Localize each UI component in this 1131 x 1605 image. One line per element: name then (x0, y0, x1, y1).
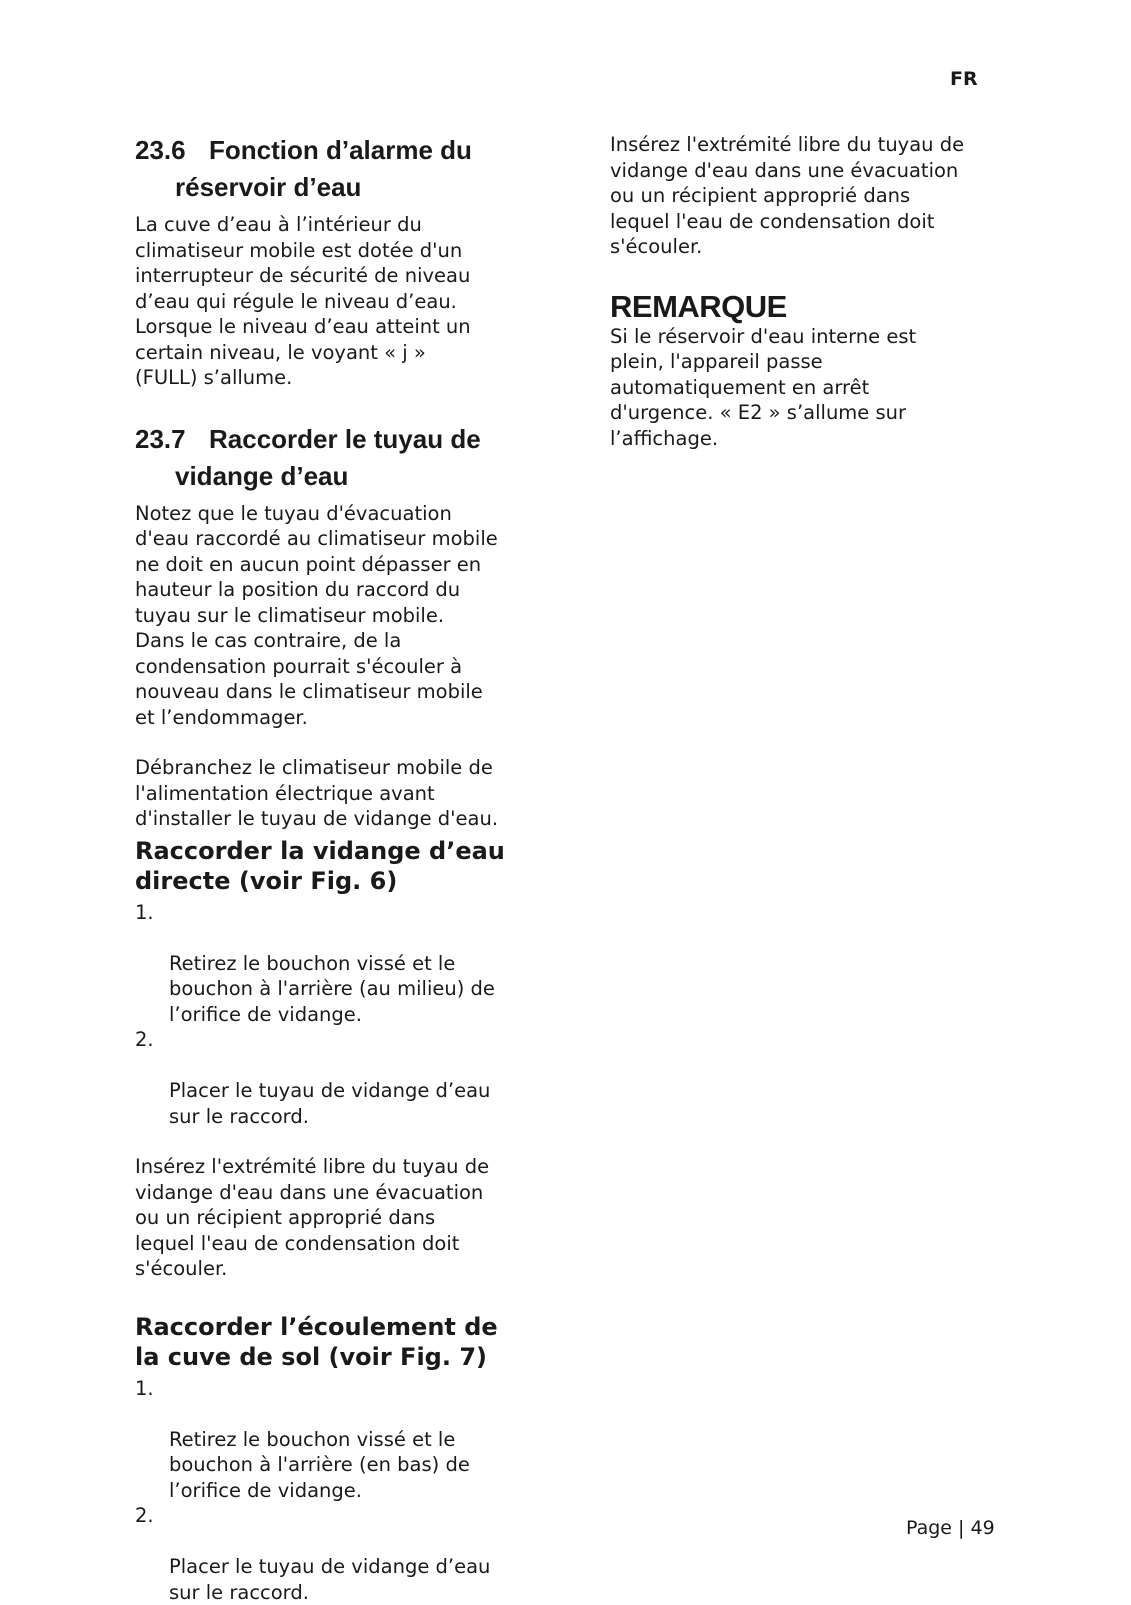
note-heading: REMARQUE (610, 290, 1010, 324)
section-23-6-body: La cuve d’eau à l’intérieur du climatiseur mobile est dotée d'un interrupteur de sécurité de niveau d’eau qui régule le niveau d’eau. Lorsque le niveau d’eau atteint un certain niveau, le voyant « j » (FULL) s’allume. (135, 212, 535, 391)
floor-drain-heading: Raccorder l’écoulement de la cuve de sol (voir Fig. 7) (135, 1312, 535, 1372)
section-number: 23.7 (135, 421, 209, 458)
section-heading-23-7 (135, 421, 535, 495)
section-23-7-body-1: Notez que le tuyau d'évacuation d'eau raccordé au climatiseur mobile ne doit en aucun point dépasser en hauteur la position du raccord du tuyau sur le climatiseur mobile. Dans le cas contraire, de la condensation pourrait s'écouler à nouveau dans le climatiseur mobile et l’endommager. (135, 501, 535, 731)
insert-hose-text: Insérez l'extrémité libre du tuyau de vidange d'eau dans une évacuation ou un récipient approprié dans lequel l'eau de condensation doit s'écouler. (610, 132, 1010, 260)
page-number: Page | 49 (906, 1517, 995, 1539)
list-item-text: Retirez le bouchon vissé et le bouchon à l'arrière (au milieu) de l’orifice de vidange. (169, 952, 495, 1026)
left-column (135, 132, 535, 1605)
list-marker: 1. (135, 900, 154, 926)
list-item (135, 1503, 535, 1605)
list-item (135, 1027, 535, 1129)
section-heading-23-6 (135, 132, 535, 206)
section-title-line1: Raccorder le tuyau de (209, 424, 481, 454)
list-item (135, 1376, 535, 1504)
list-item-text: Placer le tuyau de vidange d’eau sur le raccord. (169, 1079, 490, 1128)
section-number: 23.6 (135, 132, 209, 169)
section-title-line1: Fonction d’alarme du (209, 135, 472, 165)
list-item (135, 900, 535, 1028)
list-marker: 1. (135, 1376, 154, 1402)
direct-drain-after-text: Insérez l'extrémité libre du tuyau de vidange d'eau dans une évacuation ou un récipient approprié dans lequel l'eau de condensation doit s'écouler. (135, 1154, 535, 1282)
list-item-text: Placer le tuyau de vidange d’eau sur le raccord. (169, 1555, 490, 1604)
direct-drain-steps (135, 900, 535, 1130)
note-body: Si le réservoir d'eau interne est plein, l'appareil passe automatiquement en arrêt d'urgence. « E2 » s’allume sur l’affichage. (610, 324, 1010, 452)
section-title-line2: vidange d’eau (135, 458, 535, 495)
section-23-7-body-2: Débranchez le climatiseur mobile de l'alimentation électrique avant d'installer le tuyau de vidange d'eau. (135, 755, 535, 832)
section-title-line2: réservoir d’eau (135, 169, 535, 206)
right-column (610, 132, 1010, 451)
floor-drain-steps (135, 1376, 535, 1605)
language-tag: FR (950, 68, 978, 90)
list-marker: 2. (135, 1027, 154, 1053)
direct-drain-heading: Raccorder la vidange d’eau directe (voir Fig. 6) (135, 836, 535, 896)
list-item-text: Retirez le bouchon vissé et le bouchon à l'arrière (en bas) de l’orifice de vidange. (169, 1428, 470, 1502)
list-marker: 2. (135, 1503, 154, 1529)
